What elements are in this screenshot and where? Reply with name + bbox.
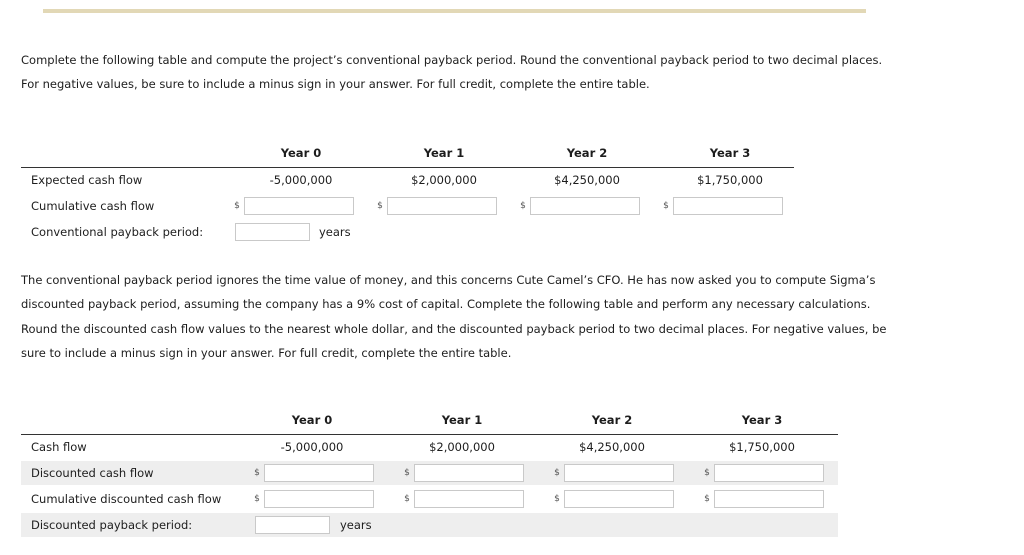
table2-header-year3: Year 3 [741, 413, 783, 427]
row-label: Cumulative discounted cash flow [31, 492, 222, 506]
conventional-payback-row [21, 220, 361, 244]
cumulative-discounted-year2-input[interactable] [564, 490, 674, 508]
cash-flow-value: $4,250,000 [554, 173, 620, 187]
cumulative-year0-input[interactable] [244, 197, 354, 215]
table2-header-year0: Year 0 [291, 413, 333, 427]
currency-symbol: $ [663, 201, 669, 211]
table2-header-year1: Year 1 [441, 413, 483, 427]
discounted-payback-row [21, 513, 838, 537]
top-divider [43, 9, 866, 13]
cumulative-discounted-year1-input[interactable] [414, 490, 524, 508]
discounted-payback-input[interactable] [255, 516, 330, 534]
cash-flow-value: $1,750,000 [697, 173, 763, 187]
years-unit: years [340, 518, 372, 532]
cumulative-year3-input[interactable] [673, 197, 783, 215]
instructions-part1 [21, 48, 981, 97]
cash-flow-value: $1,750,000 [729, 440, 795, 454]
instructions-part2 [21, 268, 981, 365]
cumulative-year1-input[interactable] [387, 197, 497, 215]
table1-header-year2: Year 2 [566, 146, 608, 160]
cash-flow-row [21, 435, 838, 459]
currency-symbol: $ [704, 494, 710, 504]
cash-flow-value: $2,000,000 [411, 173, 477, 187]
discounted-year2-input[interactable] [564, 464, 674, 482]
currency-symbol: $ [404, 468, 410, 478]
row-label: Expected cash flow [31, 173, 143, 187]
row-label: Conventional payback period: [31, 225, 204, 239]
table1-header-year0: Year 0 [280, 146, 322, 160]
row-label: Discounted cash flow [31, 466, 154, 480]
instruction-line: sure to include a minus sign in your answer. For full credit, complete the entire table. [21, 345, 512, 360]
currency-symbol: $ [234, 201, 240, 211]
currency-symbol: $ [554, 494, 560, 504]
row-label: Cumulative cash flow [31, 199, 155, 213]
row-label: Discounted payback period: [31, 518, 193, 532]
years-unit: years [319, 225, 351, 239]
cumulative-discounted-row [21, 487, 838, 511]
instruction-line: Complete the following table and compute the project’s conventional payback period. Round the conventional payback period to two decimal places. [21, 53, 883, 67]
instruction-line: For negative values, be sure to include a minus sign in your answer. For full credit, complete the entire table. [21, 77, 650, 92]
cumulative-cash-flow-row [21, 194, 794, 218]
table1-header-year1: Year 1 [423, 146, 465, 160]
conventional-payback-table [21, 146, 794, 246]
instruction-line: The conventional payback period ignores the time value of money, and this concerns Cute Camel’s CFO. He has now asked you to compute Sigma’s [21, 273, 876, 287]
instruction-line: Round the discounted cash flow values to the nearest whole dollar, and the discounted payback period to two decimal places. For negative values, be [21, 321, 887, 336]
currency-symbol: $ [554, 468, 560, 478]
cash-flow-value: -5,000,000 [280, 440, 344, 454]
instruction-line: discounted payback period, assuming the company has a 9% cost of capital. Complete the following table and perform any necessary calculations. [21, 297, 871, 312]
currency-symbol: $ [520, 201, 526, 211]
table1-header-year3: Year 3 [709, 146, 751, 160]
expected-cash-flow-row [21, 168, 794, 192]
currency-symbol: $ [404, 494, 410, 504]
cumulative-discounted-year0-input[interactable] [264, 490, 374, 508]
row-label: Cash flow [31, 440, 87, 454]
cash-flow-value: $4,250,000 [579, 440, 645, 454]
discounted-payback-table [21, 413, 838, 539]
discounted-year0-input[interactable] [264, 464, 374, 482]
conventional-payback-input[interactable] [235, 223, 310, 241]
discounted-year1-input[interactable] [414, 464, 524, 482]
cumulative-year2-input[interactable] [530, 197, 640, 215]
currency-symbol: $ [254, 468, 260, 478]
table2-header-year2: Year 2 [591, 413, 633, 427]
discounted-year3-input[interactable] [714, 464, 824, 482]
currency-symbol: $ [377, 201, 383, 211]
cash-flow-value: -5,000,000 [269, 173, 333, 187]
currency-symbol: $ [254, 494, 260, 504]
cumulative-discounted-year3-input[interactable] [714, 490, 824, 508]
discounted-cash-flow-row [21, 461, 838, 485]
currency-symbol: $ [704, 468, 710, 478]
cash-flow-value: $2,000,000 [429, 440, 495, 454]
